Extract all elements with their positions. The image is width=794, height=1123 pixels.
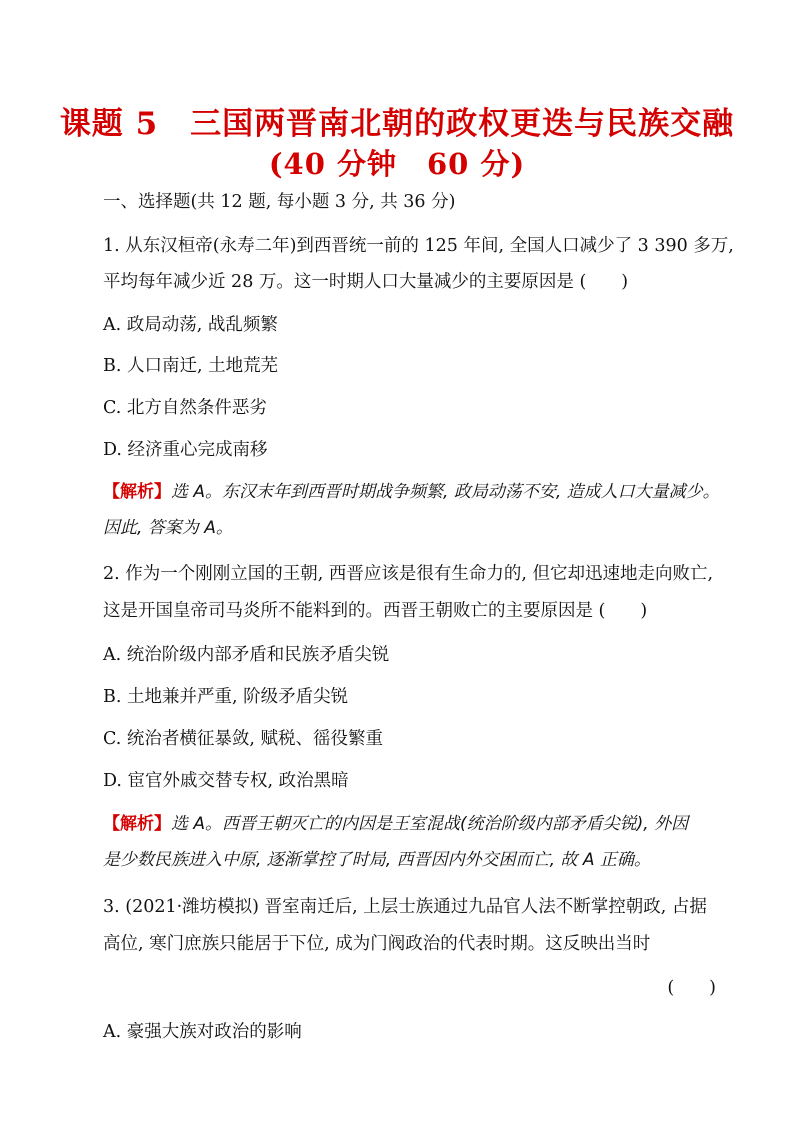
question-1-analysis-line-1: [103, 480, 720, 504]
question-2-option-a: A. 统治阶级内部矛盾和民族矛盾尖锐: [103, 645, 390, 665]
question-2-option-d: D. 宦官外戚交替专权, 政治黑暗: [103, 771, 349, 791]
page-subtitle: (40 分钟 60 分): [268, 147, 526, 181]
question-1-line-1: 1. 从东汉桓帝(永寿二年)到西晋统一前的 125 年间, 全国人口减少了 3 390 多万,: [103, 236, 734, 256]
question-2-line-1: 2. 作为一个刚刚立国的王朝, 西晋应该是很有生命力的, 但它却迅速地走向败亡,: [103, 564, 714, 584]
analysis-text: 选 A。西晋王朝灭亡的内因是王室混战(统治阶级内部矛盾尖锐), 外因: [171, 814, 689, 834]
question-2-analysis-line-2: 是少数民族进入中原, 逐渐掌控了时局, 西晋因内外交困而亡, 故 A 正确。: [103, 850, 651, 870]
question-1-option-a: A. 政局动荡, 战乱频繁: [103, 315, 278, 335]
question-1-option-c: C. 北方自然条件恶劣: [103, 398, 267, 418]
question-1-analysis-line-2: 因此, 答案为 A。: [103, 518, 233, 538]
page-title: 课题 5 三国两晋南北朝的政权更迭与民族交融: [59, 106, 735, 142]
question-2-option-b: B. 土地兼并严重, 阶级矛盾尖锐: [103, 687, 349, 707]
question-1-line-2: 平均每年减少近 28 万。这一时期人口大量减少的主要原因是 ( ): [103, 272, 629, 292]
question-3-line-1: 3. (2021·潍坊模拟) 晋室南迁后, 上层士族通过九品官人法不断掌控朝政, 占据: [103, 897, 707, 917]
question-3-line-2: 高位, 寒门庶族只能居于下位, 成为门阀政治的代表时期。这反映出当时: [103, 934, 651, 954]
analysis-text: 选 A。东汉末年到西晋时期战争频繁, 政局动荡不安, 造成人口大量减少。: [171, 482, 720, 502]
section-heading: 一、选择题(共 12 题, 每小题 3 分, 共 36 分): [103, 192, 456, 212]
analysis-tag: 【解析】: [103, 814, 171, 834]
question-1-option-b: B. 人口南迁, 土地荒芜: [103, 356, 279, 376]
question-1-option-d: D. 经济重心完成南移: [103, 440, 268, 460]
question-2-line-2: 这是开国皇帝司马炎所不能料到的。西晋王朝败亡的主要原因是 ( ): [103, 601, 648, 621]
analysis-tag: 【解析】: [103, 482, 171, 502]
question-2-analysis-line-1: [103, 812, 688, 836]
question-3-answer-blank: ( ): [667, 978, 716, 998]
question-2-option-c: C. 统治者横征暴敛, 赋税、徭役繁重: [103, 729, 384, 749]
question-3-option-a: A. 豪强大族对政治的影响: [103, 1022, 302, 1042]
